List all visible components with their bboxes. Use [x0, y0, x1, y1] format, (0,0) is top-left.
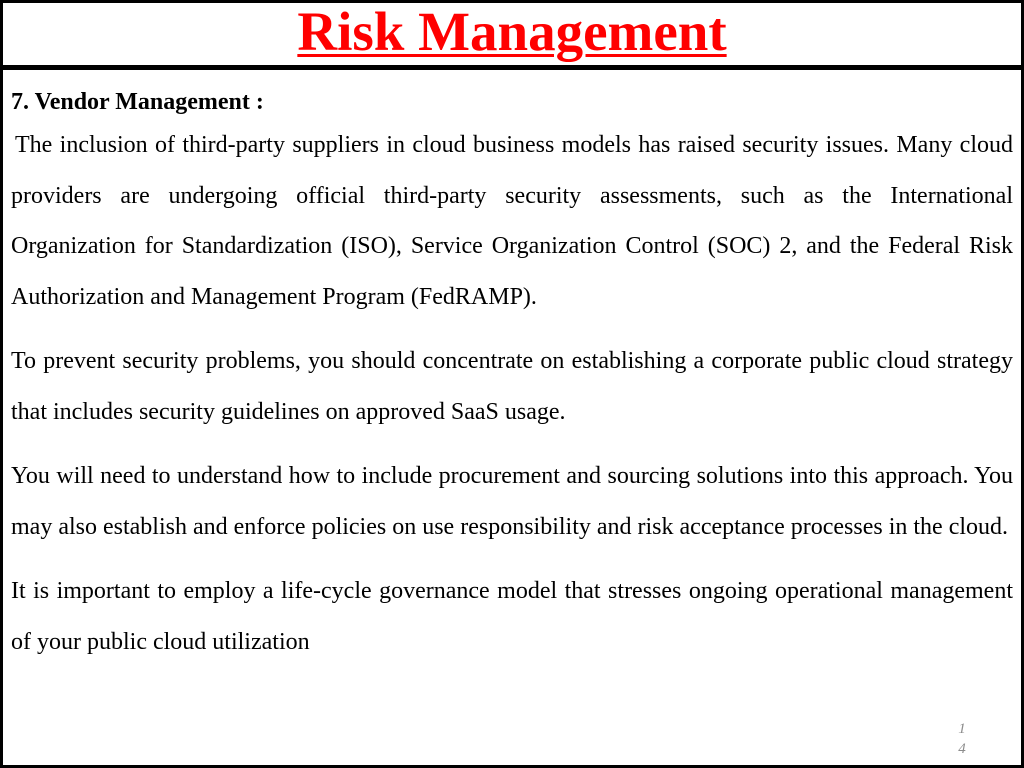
slide-title: Risk Management [297, 1, 727, 62]
slide-content [11, 85, 1013, 667]
paragraph-cloud-strategy: To prevent security problems, you should concentrate on establishing a corporate public cloud strategy that includes security guidelines on approved SaaS usage. [11, 348, 1013, 425]
paragraph-procurement: You will need to understand how to include procurement and sourcing solutions into this approach. You may also establish and enforce policies on use responsibility and risk acceptance processes in the cloud. [11, 463, 1013, 540]
paragraph-vendor-security: The inclusion of third-party suppliers in cloud business models has raised security issues. Many cloud providers are undergoing official third-party security assessments, such as the International Organization for Standardization (ISO), Service Organization Control (SOC) 2, and the Federal Risk Authorization and Management Program (FedRAMP). [11, 132, 1013, 310]
title-bar [3, 3, 1021, 70]
page-number: 14 [958, 721, 966, 757]
paragraph-governance: It is important to employ a life-cycle governance model that stresses ongoing operational management of your public cloud utilization [11, 578, 1013, 655]
section-heading: 7. Vendor Management : [11, 89, 264, 115]
